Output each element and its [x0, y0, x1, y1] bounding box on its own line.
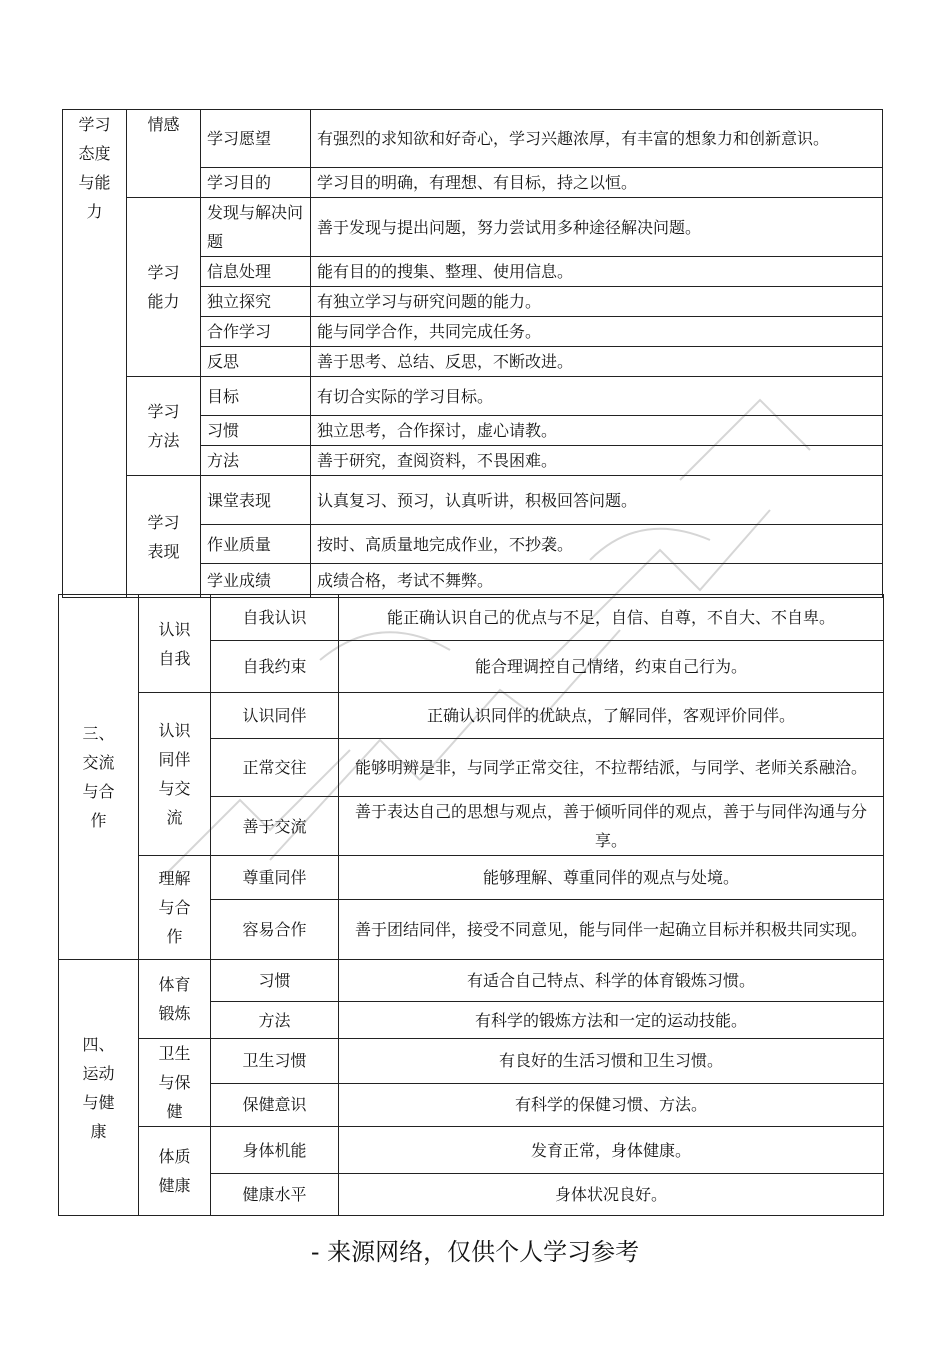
- item-name: 学业成绩: [201, 564, 311, 598]
- group-cell: [139, 693, 211, 856]
- item-desc: 有科学的保健习惯、方法。: [339, 1083, 884, 1127]
- item-desc: 学习目的明确，有理想、有目标，持之以恒。: [311, 168, 883, 198]
- group-label: 体质健康: [158, 1147, 191, 1195]
- item-desc: 善于发现与提出问题，努力尝试用多种途径解决问题。: [311, 198, 883, 257]
- item-name: 独立探究: [201, 287, 311, 317]
- item-name: 自我认识: [211, 595, 339, 641]
- item-name: 目标: [201, 377, 311, 416]
- item-desc: 善于思考、总结、反思，不断改进。: [311, 347, 883, 377]
- group-cell: [139, 856, 211, 960]
- group-label: 学习表现: [147, 512, 180, 561]
- item-desc: 能与同学合作，共同完成任务。: [311, 317, 883, 347]
- item-desc: 有科学的锻炼方法和一定的运动技能。: [339, 1002, 884, 1039]
- item-name: 发现与解决问题: [201, 198, 311, 257]
- group-label: 认识同伴与交流: [158, 721, 191, 827]
- item-name: 合作学习: [201, 317, 311, 347]
- item-name: 身体机能: [211, 1127, 339, 1174]
- group-cell: [127, 476, 201, 598]
- item-name: 学习目的: [201, 168, 311, 198]
- category-cell: [63, 110, 127, 598]
- item-desc: 能有目的的搜集、整理、使用信息。: [311, 257, 883, 287]
- item-name: 认识同伴: [211, 693, 339, 739]
- item-desc: 发育正常，身体健康。: [339, 1127, 884, 1174]
- item-desc: 能正确认识自己的优点与不足，自信、自尊，不自大、不自卑。: [339, 595, 884, 641]
- item-name: 习惯: [211, 960, 339, 1002]
- item-name: 健康水平: [211, 1174, 339, 1216]
- group-cell: [127, 198, 201, 377]
- item-desc: 按时、高质量地完成作业，不抄袭。: [311, 525, 883, 564]
- item-desc: 能合理调控自己情绪，约束自己行为。: [339, 641, 884, 693]
- group-cell: [127, 377, 201, 476]
- group-cell: [139, 1127, 211, 1216]
- item-desc: 有独立学习与研究问题的能力。: [311, 287, 883, 317]
- item-name: 自我约束: [211, 641, 339, 693]
- item-name: 保健意识: [211, 1083, 339, 1127]
- category-label: 四、运动与健康: [82, 1034, 115, 1141]
- group-label: 卫生与保健: [158, 1044, 191, 1121]
- group-cell: [139, 1039, 211, 1127]
- item-name: 学习愿望: [201, 110, 311, 168]
- group-label: 体育锻炼: [158, 975, 191, 1023]
- item-name: 方法: [211, 1002, 339, 1039]
- item-desc: 能够明辨是非，与同学正常交往，不拉帮结派，与同学、老师关系融洽。: [339, 739, 884, 797]
- item-desc: 身体状况良好。: [339, 1174, 884, 1216]
- item-name: 课堂表现: [201, 476, 311, 525]
- category-label: 三、交流与合作: [82, 724, 115, 830]
- item-desc: 善于研究，查阅资料，不畏困难。: [311, 446, 883, 476]
- item-desc: 独立思考，合作探讨，虚心请教。: [311, 416, 883, 446]
- item-desc: 善于表达自己的思想与观点，善于倾听同伴的观点，善于与同伴沟通与分享。: [339, 797, 884, 856]
- item-name: 信息处理: [201, 257, 311, 287]
- item-name: 反思: [201, 347, 311, 377]
- group-label: 理解与合作: [158, 869, 191, 946]
- group-cell: [139, 595, 211, 693]
- item-name: 善于交流: [211, 797, 339, 856]
- item-desc: 有适合自己特点、科学的体育锻炼习惯。: [339, 960, 884, 1002]
- group-cell: [139, 960, 211, 1039]
- item-desc: 认真复习、预习，认真听讲，积极回答问题。: [311, 476, 883, 525]
- category-cell: [59, 595, 139, 960]
- item-name: 作业质量: [201, 525, 311, 564]
- item-desc: 有强烈的求知欲和好奇心，学习兴趣浓厚，有丰富的想象力和创新意识。: [311, 110, 883, 168]
- item-name: 正常交往: [211, 739, 339, 797]
- item-desc: 善于团结同伴，接受不同意见，能与同伴一起确立目标并积极共同实现。: [339, 900, 884, 960]
- source-footer: - 来源网络，仅供个人学习参考: [310, 1238, 640, 1266]
- group-label: 认识自我: [158, 619, 191, 668]
- item-desc: 能够理解、尊重同伴的观点与处境。: [339, 856, 884, 900]
- category-cell: [59, 960, 139, 1216]
- item-desc: 成绩合格，考试不舞弊。: [311, 564, 883, 598]
- evaluation-table-part3-4: [58, 594, 884, 1216]
- evaluation-table-part2: [62, 109, 883, 598]
- item-desc: 有良好的生活习惯和卫生习惯。: [339, 1039, 884, 1084]
- item-name: 习惯: [201, 416, 311, 446]
- item-name: 尊重同伴: [211, 856, 339, 900]
- item-desc: 正确认识同伴的优缺点，了解同伴，客观评价同伴。: [339, 693, 884, 739]
- group-label: 学习能力: [147, 263, 180, 311]
- group-label: 学习方法: [147, 402, 180, 450]
- category-label: 学习态度与能力: [78, 115, 111, 221]
- item-name: 卫生习惯: [211, 1039, 339, 1084]
- group-cell: [127, 110, 201, 198]
- item-desc: 有切合实际的学习目标。: [311, 377, 883, 416]
- group-label: 情感: [147, 115, 180, 134]
- item-name: 方法: [201, 446, 311, 476]
- item-name: 容易合作: [211, 900, 339, 960]
